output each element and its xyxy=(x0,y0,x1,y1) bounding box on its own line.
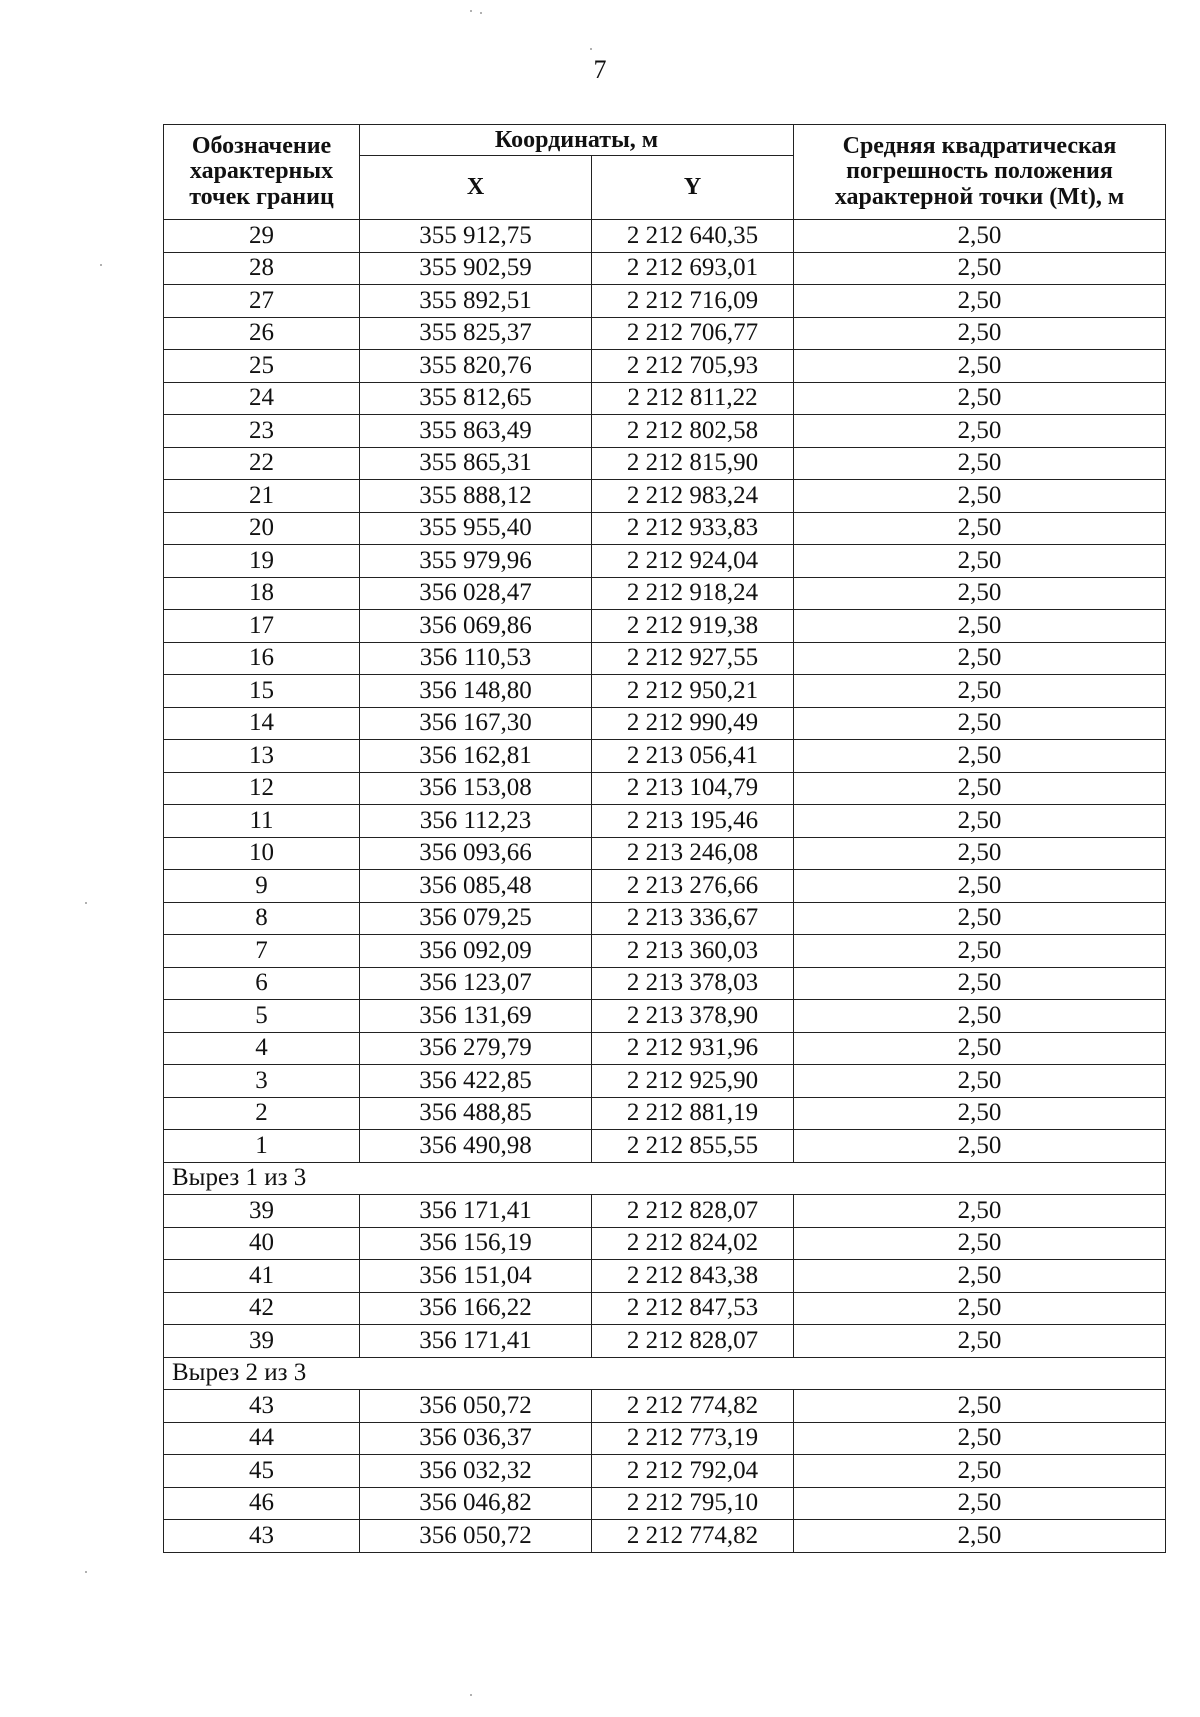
table-row xyxy=(164,1000,1166,1033)
cell-point: 25 xyxy=(164,350,360,383)
cell-y: 2 212 815,90 xyxy=(592,447,794,480)
cell-x: 356 490,98 xyxy=(360,1130,592,1163)
table-row xyxy=(164,675,1166,708)
cell-error: 2,50 xyxy=(794,317,1166,350)
cell-error: 2,50 xyxy=(794,902,1166,935)
table-row xyxy=(164,1292,1166,1325)
cell-y: 2 212 990,49 xyxy=(592,707,794,740)
cell-error: 2,50 xyxy=(794,577,1166,610)
cell-error: 2,50 xyxy=(794,1292,1166,1325)
cell-error: 2,50 xyxy=(794,252,1166,285)
cell-point: 44 xyxy=(164,1422,360,1455)
cell-error: 2,50 xyxy=(794,285,1166,318)
cell-x: 356 069,86 xyxy=(360,610,592,643)
table-row xyxy=(164,740,1166,773)
table-row xyxy=(164,1520,1166,1553)
cell-y: 2 212 792,04 xyxy=(592,1455,794,1488)
cell-point: 20 xyxy=(164,512,360,545)
cell-y: 2 213 195,46 xyxy=(592,805,794,838)
table-row xyxy=(164,317,1166,350)
cell-point: 21 xyxy=(164,480,360,513)
table-row xyxy=(164,480,1166,513)
cell-x: 356 032,32 xyxy=(360,1455,592,1488)
scan-speck xyxy=(480,12,482,14)
cell-error: 2,50 xyxy=(794,935,1166,968)
cell-error: 2,50 xyxy=(794,1422,1166,1455)
cell-y: 2 212 774,82 xyxy=(592,1520,794,1553)
table-row xyxy=(164,1390,1166,1423)
cell-y: 2 212 931,96 xyxy=(592,1032,794,1065)
cell-point: 13 xyxy=(164,740,360,773)
cell-x: 355 979,96 xyxy=(360,545,592,578)
cell-error: 2,50 xyxy=(794,480,1166,513)
cell-y: 2 212 811,22 xyxy=(592,382,794,415)
table-row xyxy=(164,837,1166,870)
cell-x: 356 166,22 xyxy=(360,1292,592,1325)
cell-y: 2 212 705,93 xyxy=(592,350,794,383)
cell-error: 2,50 xyxy=(794,1032,1166,1065)
cell-error: 2,50 xyxy=(794,1065,1166,1098)
cell-y: 2 212 828,07 xyxy=(592,1195,794,1228)
cell-error: 2,50 xyxy=(794,1260,1166,1293)
table-header xyxy=(164,125,1166,220)
cell-error: 2,50 xyxy=(794,870,1166,903)
cell-point: 41 xyxy=(164,1260,360,1293)
cell-point: 23 xyxy=(164,415,360,448)
table-row xyxy=(164,935,1166,968)
table-row xyxy=(164,1130,1166,1163)
table-row xyxy=(164,805,1166,838)
cell-point: 16 xyxy=(164,642,360,675)
cell-x: 356 092,09 xyxy=(360,935,592,968)
cell-error: 2,50 xyxy=(794,772,1166,805)
cell-error: 2,50 xyxy=(794,1520,1166,1553)
cell-point: 4 xyxy=(164,1032,360,1065)
cell-x: 355 888,12 xyxy=(360,480,592,513)
scan-speck xyxy=(85,902,87,904)
cell-y: 2 212 843,38 xyxy=(592,1260,794,1293)
cell-error: 2,50 xyxy=(794,220,1166,253)
cell-point: 28 xyxy=(164,252,360,285)
cell-x: 356 123,07 xyxy=(360,967,592,1000)
cell-error: 2,50 xyxy=(794,707,1166,740)
cell-y: 2 212 828,07 xyxy=(592,1325,794,1358)
cell-y: 2 213 246,08 xyxy=(592,837,794,870)
cell-point: 10 xyxy=(164,837,360,870)
cell-point: 6 xyxy=(164,967,360,1000)
cell-error: 2,50 xyxy=(794,837,1166,870)
table-row xyxy=(164,967,1166,1000)
cell-x: 356 156,19 xyxy=(360,1227,592,1260)
table-row xyxy=(164,512,1166,545)
cell-y: 2 213 378,03 xyxy=(592,967,794,1000)
cell-error: 2,50 xyxy=(794,382,1166,415)
page-number: 7 xyxy=(593,55,607,84)
cell-point: 46 xyxy=(164,1487,360,1520)
cell-y: 2 212 927,55 xyxy=(592,642,794,675)
table-row xyxy=(164,1227,1166,1260)
cell-error: 2,50 xyxy=(794,675,1166,708)
cell-x: 355 865,31 xyxy=(360,447,592,480)
cell-point: 19 xyxy=(164,545,360,578)
cell-y: 2 213 378,90 xyxy=(592,1000,794,1033)
cell-x: 356 148,80 xyxy=(360,675,592,708)
table-row xyxy=(164,1032,1166,1065)
cell-y: 2 213 056,41 xyxy=(592,740,794,773)
cell-y: 2 212 881,19 xyxy=(592,1097,794,1130)
cell-y: 2 212 693,01 xyxy=(592,252,794,285)
header-mean-square-error: Средняя квадратическая погрешность положения характерной точки (Mt), м xyxy=(794,125,1166,220)
cell-point: 24 xyxy=(164,382,360,415)
cell-x: 355 820,76 xyxy=(360,350,592,383)
cell-y: 2 212 950,21 xyxy=(592,675,794,708)
cell-y: 2 212 795,10 xyxy=(592,1487,794,1520)
cell-point: 11 xyxy=(164,805,360,838)
header-y: Y xyxy=(592,156,794,220)
cell-point: 9 xyxy=(164,870,360,903)
cell-x: 356 028,47 xyxy=(360,577,592,610)
cell-x: 356 131,69 xyxy=(360,1000,592,1033)
table-row xyxy=(164,220,1166,253)
table-row xyxy=(164,415,1166,448)
cell-error: 2,50 xyxy=(794,610,1166,643)
section-row xyxy=(164,1162,1166,1195)
table-row xyxy=(164,1065,1166,1098)
cell-x: 356 110,53 xyxy=(360,642,592,675)
table-row xyxy=(164,252,1166,285)
cell-y: 2 213 276,66 xyxy=(592,870,794,903)
table-row xyxy=(164,610,1166,643)
cell-point: 39 xyxy=(164,1195,360,1228)
cell-point: 5 xyxy=(164,1000,360,1033)
cell-y: 2 212 716,09 xyxy=(592,285,794,318)
section-row xyxy=(164,1357,1166,1390)
cell-x: 356 046,82 xyxy=(360,1487,592,1520)
cell-x: 356 488,85 xyxy=(360,1097,592,1130)
cell-error: 2,50 xyxy=(794,805,1166,838)
cell-error: 2,50 xyxy=(794,967,1166,1000)
cell-error: 2,50 xyxy=(794,1455,1166,1488)
cell-point: 7 xyxy=(164,935,360,968)
cell-x: 356 162,81 xyxy=(360,740,592,773)
cell-error: 2,50 xyxy=(794,1000,1166,1033)
table-row xyxy=(164,382,1166,415)
section-label: Вырез 1 из 3 xyxy=(164,1162,1166,1195)
cell-point: 1 xyxy=(164,1130,360,1163)
cell-point: 39 xyxy=(164,1325,360,1358)
cell-y: 2 213 104,79 xyxy=(592,772,794,805)
cell-error: 2,50 xyxy=(794,1325,1166,1358)
scan-speck xyxy=(470,1694,472,1696)
table-row xyxy=(164,447,1166,480)
cell-point: 22 xyxy=(164,447,360,480)
cell-error: 2,50 xyxy=(794,512,1166,545)
table-row xyxy=(164,350,1166,383)
cell-y: 2 212 773,19 xyxy=(592,1422,794,1455)
scan-speck xyxy=(85,1571,87,1573)
cell-y: 2 212 983,24 xyxy=(592,480,794,513)
cell-x: 356 422,85 xyxy=(360,1065,592,1098)
table-row xyxy=(164,902,1166,935)
table-row xyxy=(164,285,1166,318)
cell-error: 2,50 xyxy=(794,447,1166,480)
boundary-points-table xyxy=(163,124,1166,1553)
cell-x: 355 825,37 xyxy=(360,317,592,350)
cell-x: 356 151,04 xyxy=(360,1260,592,1293)
cell-y: 2 212 774,82 xyxy=(592,1390,794,1423)
cell-error: 2,50 xyxy=(794,350,1166,383)
cell-x: 356 079,25 xyxy=(360,902,592,935)
cell-error: 2,50 xyxy=(794,1390,1166,1423)
table-row xyxy=(164,642,1166,675)
cell-x: 356 167,30 xyxy=(360,707,592,740)
cell-error: 2,50 xyxy=(794,1487,1166,1520)
cell-point: 2 xyxy=(164,1097,360,1130)
cell-x: 356 279,79 xyxy=(360,1032,592,1065)
table-row xyxy=(164,707,1166,740)
cell-x: 356 036,37 xyxy=(360,1422,592,1455)
header-row-1 xyxy=(164,125,1166,156)
cell-point: 15 xyxy=(164,675,360,708)
cell-point: 43 xyxy=(164,1520,360,1553)
cell-x: 355 812,65 xyxy=(360,382,592,415)
cell-point: 14 xyxy=(164,707,360,740)
cell-error: 2,50 xyxy=(794,1195,1166,1228)
cell-x: 356 093,66 xyxy=(360,837,592,870)
cell-error: 2,50 xyxy=(794,545,1166,578)
table-row xyxy=(164,1195,1166,1228)
cell-y: 2 213 360,03 xyxy=(592,935,794,968)
cell-y: 2 212 925,90 xyxy=(592,1065,794,1098)
cell-y: 2 212 933,83 xyxy=(592,512,794,545)
table-row xyxy=(164,772,1166,805)
section-label: Вырез 2 из 3 xyxy=(164,1357,1166,1390)
cell-x: 356 171,41 xyxy=(360,1325,592,1358)
cell-y: 2 212 924,04 xyxy=(592,545,794,578)
header-coordinates: Координаты, м xyxy=(360,125,794,156)
cell-x: 356 050,72 xyxy=(360,1520,592,1553)
cell-point: 26 xyxy=(164,317,360,350)
scan-speck xyxy=(590,48,592,50)
table-row xyxy=(164,1097,1166,1130)
cell-error: 2,50 xyxy=(794,1130,1166,1163)
cell-x: 356 085,48 xyxy=(360,870,592,903)
cell-error: 2,50 xyxy=(794,415,1166,448)
cell-error: 2,50 xyxy=(794,1227,1166,1260)
cell-error: 2,50 xyxy=(794,740,1166,773)
cell-x: 356 153,08 xyxy=(360,772,592,805)
cell-point: 45 xyxy=(164,1455,360,1488)
cell-point: 3 xyxy=(164,1065,360,1098)
table-row xyxy=(164,870,1166,903)
table-row xyxy=(164,545,1166,578)
cell-y: 2 212 706,77 xyxy=(592,317,794,350)
cell-y: 2 212 802,58 xyxy=(592,415,794,448)
cell-x: 355 863,49 xyxy=(360,415,592,448)
cell-x: 355 955,40 xyxy=(360,512,592,545)
cell-point: 42 xyxy=(164,1292,360,1325)
cell-point: 12 xyxy=(164,772,360,805)
cell-point: 18 xyxy=(164,577,360,610)
table-row xyxy=(164,1260,1166,1293)
cell-y: 2 212 824,02 xyxy=(592,1227,794,1260)
header-x: X xyxy=(360,156,592,220)
cell-x: 355 892,51 xyxy=(360,285,592,318)
scan-speck xyxy=(470,10,472,12)
table-row xyxy=(164,1422,1166,1455)
table-body xyxy=(164,220,1166,1553)
cell-point: 43 xyxy=(164,1390,360,1423)
header-point-designation: Обозначение характерных точек границ xyxy=(164,125,360,220)
cell-x: 355 902,59 xyxy=(360,252,592,285)
cell-x: 356 171,41 xyxy=(360,1195,592,1228)
cell-error: 2,50 xyxy=(794,642,1166,675)
cell-point: 29 xyxy=(164,220,360,253)
cell-point: 8 xyxy=(164,902,360,935)
cell-x: 356 112,23 xyxy=(360,805,592,838)
cell-point: 40 xyxy=(164,1227,360,1260)
table-row xyxy=(164,1487,1166,1520)
cell-x: 355 912,75 xyxy=(360,220,592,253)
cell-x: 356 050,72 xyxy=(360,1390,592,1423)
cell-point: 27 xyxy=(164,285,360,318)
cell-point: 17 xyxy=(164,610,360,643)
table-row xyxy=(164,1455,1166,1488)
table-row xyxy=(164,1325,1166,1358)
scan-speck xyxy=(100,264,102,266)
cell-y: 2 212 918,24 xyxy=(592,577,794,610)
cell-y: 2 212 847,53 xyxy=(592,1292,794,1325)
cell-y: 2 213 336,67 xyxy=(592,902,794,935)
table-row xyxy=(164,577,1166,610)
cell-y: 2 212 640,35 xyxy=(592,220,794,253)
cell-error: 2,50 xyxy=(794,1097,1166,1130)
cell-y: 2 212 919,38 xyxy=(592,610,794,643)
cell-y: 2 212 855,55 xyxy=(592,1130,794,1163)
